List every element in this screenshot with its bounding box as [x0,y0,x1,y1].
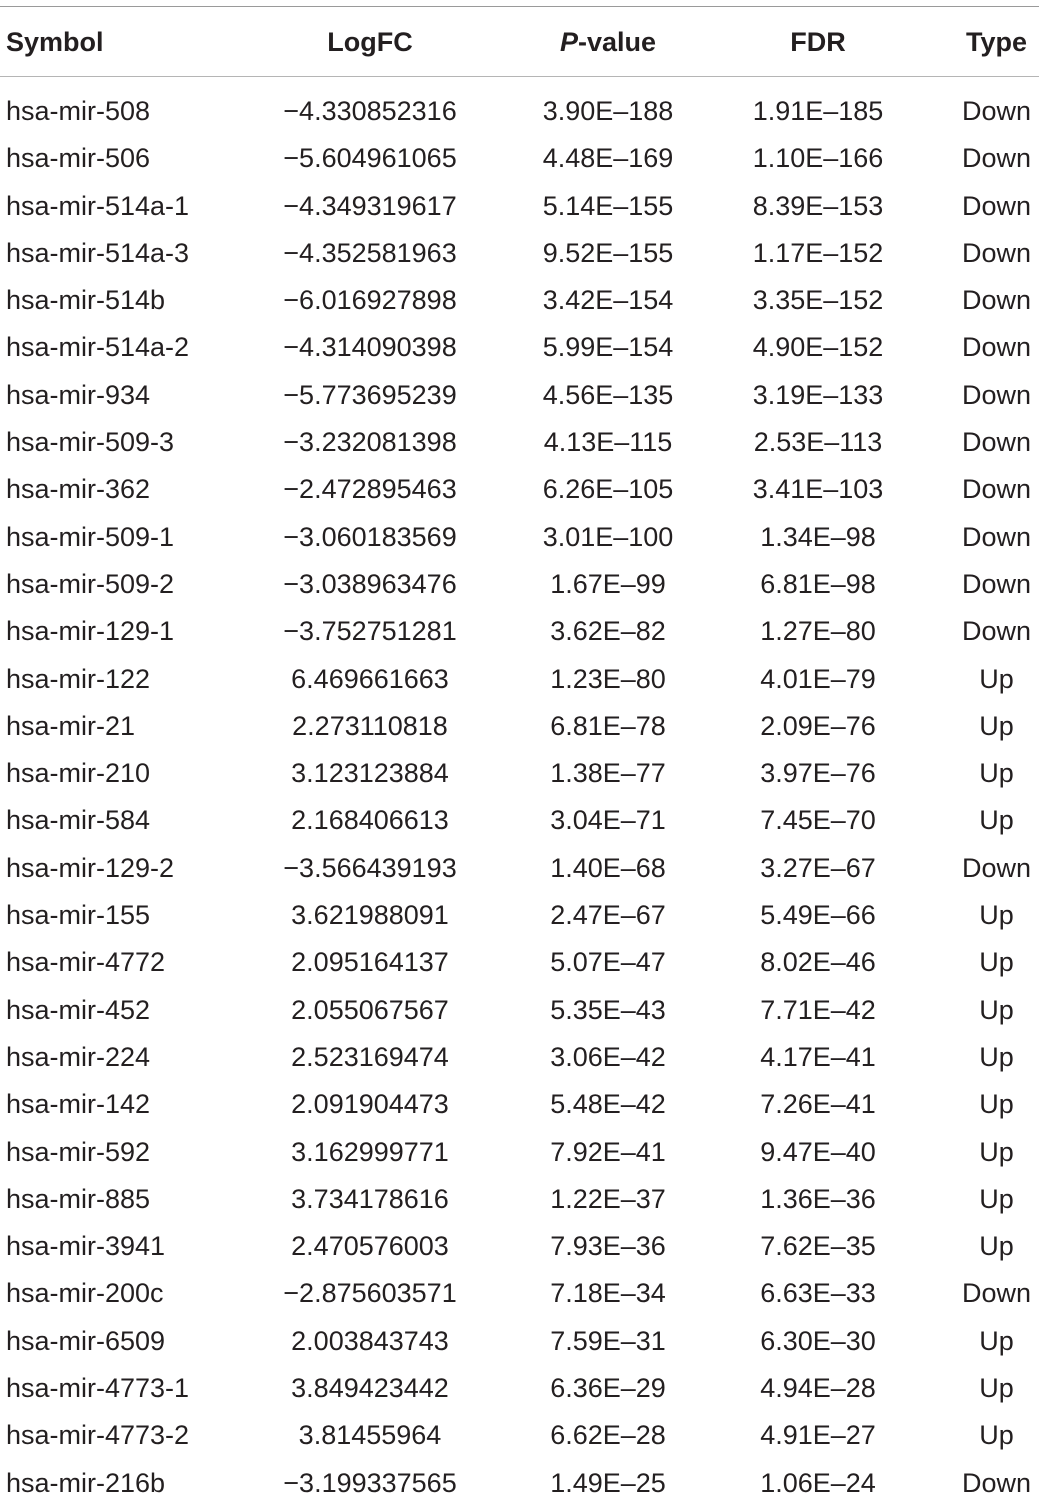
cell-fdr: 8.02E–46 [760,947,876,978]
table-row [0,988,1039,1035]
cell-type: Down [961,521,1032,552]
cell-symbol: hsa-mir-155 [6,900,151,931]
table-header [0,20,1039,64]
header-pvalue-rest: -value [577,27,657,57]
cell-type: Down [961,1467,1032,1498]
table-row [0,657,1039,704]
cell-type: Up [979,710,1014,741]
cell-fdr: 7.26E–41 [760,1089,876,1120]
cell-symbol: hsa-mir-4773-1 [6,1373,190,1404]
cell-fdr: 1.91E–185 [752,96,884,126]
table-row [0,1177,1039,1224]
cell-type: Up [979,1420,1014,1451]
header-rule [0,76,1039,77]
cell-logfc: 6.469661663 [291,663,449,694]
table-row [0,1413,1039,1460]
cell-pvalue: 1.67E–99 [550,568,666,599]
cell-pvalue: 4.48E–169 [542,143,674,174]
cell-type: Up [979,1183,1014,1214]
cell-symbol: hsa-mir-514b [6,285,166,316]
cell-type: Up [979,1136,1014,1167]
cell-symbol: hsa-mir-514a-1 [6,190,190,221]
cell-symbol: hsa-mir-216b [6,1467,166,1498]
table-body [0,89,1039,1508]
cell-pvalue: 5.48E–42 [550,1089,666,1120]
table-row [0,184,1039,231]
cell-type: Down [961,852,1032,883]
cell-symbol: hsa-mir-224 [6,1041,151,1072]
cell-logfc: −4.314090398 [283,332,457,363]
cell-fdr: 4.17E–41 [760,1041,876,1072]
cell-symbol: hsa-mir-509-3 [6,427,175,458]
cell-symbol: hsa-mir-452 [6,994,151,1025]
cell-type: Down [961,332,1032,363]
cell-fdr: 1.34E–98 [760,521,876,552]
cell-type: Up [979,1373,1014,1404]
cell-fdr: 1.36E–36 [760,1183,876,1214]
cell-fdr: 1.17E–152 [752,237,884,268]
table-row [0,893,1039,940]
cell-type: Up [979,1041,1014,1072]
table-row [0,467,1039,514]
cell-fdr: 2.53E–113 [753,427,883,458]
cell-symbol: hsa-mir-592 [6,1136,151,1167]
cell-logfc: −5.773695239 [283,379,457,410]
cell-logfc: 2.055067567 [291,994,449,1025]
cell-symbol: hsa-mir-210 [6,758,151,789]
cell-pvalue: 1.22E–37 [550,1183,666,1214]
cell-type: Up [979,947,1014,978]
cell-symbol: hsa-mir-584 [6,805,151,836]
cell-symbol: hsa-mir-200c [6,1278,164,1309]
cell-logfc: 3.81455964 [298,1420,442,1451]
header-type: Type [965,27,1027,57]
cell-type: Down [961,237,1032,268]
table-row [0,1224,1039,1271]
table-row [0,562,1039,609]
cell-logfc: −2.472895463 [283,474,457,505]
cell-logfc: 3.123123884 [291,758,449,789]
cell-symbol: hsa-mir-6509 [6,1325,166,1356]
cell-type: Up [979,1325,1014,1356]
cell-pvalue: 1.40E–68 [550,852,666,883]
cell-symbol: hsa-mir-508 [6,96,151,126]
cell-type: Down [961,474,1032,505]
cell-fdr: 3.27E–67 [760,852,876,883]
table-row [0,1319,1039,1366]
cell-type: Down [961,1278,1032,1309]
cell-fdr: 9.47E–40 [760,1136,876,1167]
cell-type: Up [979,663,1014,694]
header-pvalue-italic: P [559,27,578,57]
table-row [0,231,1039,278]
cell-logfc: 2.091904473 [291,1089,449,1120]
cell-symbol: hsa-mir-142 [6,1089,151,1120]
cell-fdr: 6.30E–30 [760,1325,876,1356]
table-row [0,278,1039,325]
cell-fdr: 4.91E–27 [760,1420,876,1451]
cell-symbol: hsa-mir-509-1 [6,521,175,552]
cell-symbol: hsa-mir-4773-2 [6,1420,190,1451]
cell-pvalue: 6.36E–29 [550,1373,666,1404]
cell-type: Down [961,616,1032,647]
table-row [0,420,1039,467]
cell-type: Up [979,1089,1014,1120]
cell-fdr: 1.27E–80 [760,616,876,647]
cell-symbol: hsa-mir-4772 [6,947,166,978]
cell-logfc: −3.752751281 [283,616,457,647]
cell-fdr: 2.09E–76 [760,710,876,741]
cell-logfc: −4.349319617 [283,190,457,221]
cell-symbol: hsa-mir-362 [6,474,151,505]
table-row [0,89,1039,136]
table-row [0,609,1039,656]
cell-logfc: −3.060183569 [283,521,457,552]
table-row [0,1130,1039,1177]
cell-type: Down [961,568,1032,599]
cell-fdr: 5.49E–66 [760,900,876,931]
cell-logfc: −3.232081398 [283,427,457,458]
cell-pvalue: 1.49E–25 [550,1467,666,1498]
cell-logfc: −6.016927898 [283,285,457,316]
cell-symbol: hsa-mir-514a-2 [6,332,190,363]
cell-type: Down [961,379,1032,410]
header-pvalue [508,20,708,64]
cell-pvalue: 7.59E–31 [550,1325,666,1356]
cell-symbol: hsa-mir-122 [6,663,151,694]
cell-symbol: hsa-mir-506 [6,143,151,174]
cell-fdr: 4.90E–152 [752,332,884,363]
cell-pvalue: 7.93E–36 [550,1231,666,1262]
cell-symbol: hsa-mir-129-2 [6,852,175,883]
cell-pvalue: 6.81E–78 [550,710,666,741]
cell-symbol: hsa-mir-514a-3 [6,237,190,268]
cell-logfc: 3.621988091 [291,900,449,931]
table-row [0,798,1039,845]
cell-pvalue: 5.99E–154 [542,332,674,363]
cell-pvalue: 6.26E–105 [542,474,674,505]
cell-logfc: −5.604961065 [283,143,457,174]
cell-logfc: 3.734178616 [291,1183,449,1214]
cell-logfc: 3.162999771 [291,1136,449,1167]
cell-pvalue: 5.07E–47 [550,947,666,978]
table-row [0,704,1039,751]
cell-logfc: 2.095164137 [291,947,449,978]
cell-pvalue: 3.42E–154 [542,285,674,316]
cell-pvalue: 3.62E–82 [550,616,666,647]
cell-pvalue: 3.01E–100 [542,521,674,552]
cell-pvalue: 9.52E–155 [542,237,674,268]
table-row [0,515,1039,562]
cell-logfc: 2.168406613 [291,805,449,836]
cell-fdr: 3.35E–152 [752,285,884,316]
table-row [0,373,1039,420]
cell-symbol: hsa-mir-509-2 [6,568,175,599]
cell-logfc: 2.003843743 [291,1325,449,1356]
cell-pvalue: 5.14E–155 [542,190,674,221]
cell-pvalue: 3.06E–42 [550,1041,666,1072]
table-row [0,1271,1039,1318]
cell-type: Down [961,143,1032,174]
cell-logfc: −4.352581963 [283,237,457,268]
cell-fdr: 7.71E–42 [760,994,876,1025]
cell-pvalue: 2.47E–67 [550,900,666,931]
table-row [0,1035,1039,1082]
cell-pvalue: 3.04E–71 [550,805,666,836]
cell-fdr: 4.01E–79 [760,663,876,694]
cell-pvalue: 4.13E–115 [543,427,673,458]
cell-fdr: 3.19E–133 [752,379,884,410]
cell-fdr: 3.41E–103 [752,474,884,505]
cell-logfc: −3.038963476 [283,568,457,599]
cell-type: Down [961,190,1032,221]
cell-pvalue: 5.35E–43 [550,994,666,1025]
cell-logfc: −2.875603571 [283,1278,457,1309]
cell-pvalue: 4.56E–135 [542,379,674,410]
cell-symbol: hsa-mir-934 [6,379,151,410]
table-row [0,751,1039,798]
table-row [0,325,1039,372]
cell-fdr: 3.97E–76 [760,758,876,789]
cell-fdr: 6.81E–98 [760,568,876,599]
cell-type: Down [961,427,1032,458]
cell-pvalue: 1.38E–77 [550,758,666,789]
cell-fdr: 1.06E–24 [760,1467,876,1498]
cell-logfc: −3.566439193 [283,852,457,883]
cell-logfc: 3.849423442 [291,1373,449,1404]
top-rule [0,6,1039,7]
table-row [0,846,1039,893]
cell-logfc: −4.330852316 [283,96,457,126]
cell-type: Up [979,994,1014,1025]
cell-logfc: −3.199337565 [283,1467,457,1498]
table-row [0,136,1039,183]
cell-type: Up [979,1231,1014,1262]
cell-fdr: 7.45E–70 [760,805,876,836]
cell-symbol: hsa-mir-129-1 [6,616,175,647]
cell-type: Up [979,900,1014,931]
cell-type: Up [979,805,1014,836]
cell-pvalue: 6.62E–28 [550,1420,666,1451]
cell-pvalue: 1.23E–80 [550,663,666,694]
cell-symbol: hsa-mir-3941 [6,1231,166,1262]
cell-logfc: 2.273110818 [292,710,448,741]
cell-type: Down [961,285,1032,316]
cell-fdr: 7.62E–35 [760,1231,876,1262]
cell-pvalue: 3.90E–188 [542,96,674,126]
cell-fdr: 6.63E–33 [760,1278,876,1309]
cell-fdr: 1.10E–166 [752,143,884,174]
header-fdr: FDR [790,27,846,57]
cell-pvalue: 7.92E–41 [550,1136,666,1167]
cell-fdr: 4.94E–28 [760,1373,876,1404]
cell-symbol: hsa-mir-885 [6,1183,151,1214]
cell-fdr: 8.39E–153 [752,190,884,221]
header-logfc: LogFC [327,27,413,57]
cell-type: Down [961,96,1032,126]
cell-logfc: 2.470576003 [291,1231,449,1262]
table-row [0,1366,1039,1413]
cell-symbol: hsa-mir-21 [6,710,136,741]
table-row [0,1082,1039,1129]
cell-logfc: 2.523169474 [291,1041,449,1072]
header-symbol: Symbol [6,27,104,57]
table-row [0,940,1039,987]
cell-type: Up [979,758,1014,789]
cell-pvalue: 7.18E–34 [550,1278,666,1309]
